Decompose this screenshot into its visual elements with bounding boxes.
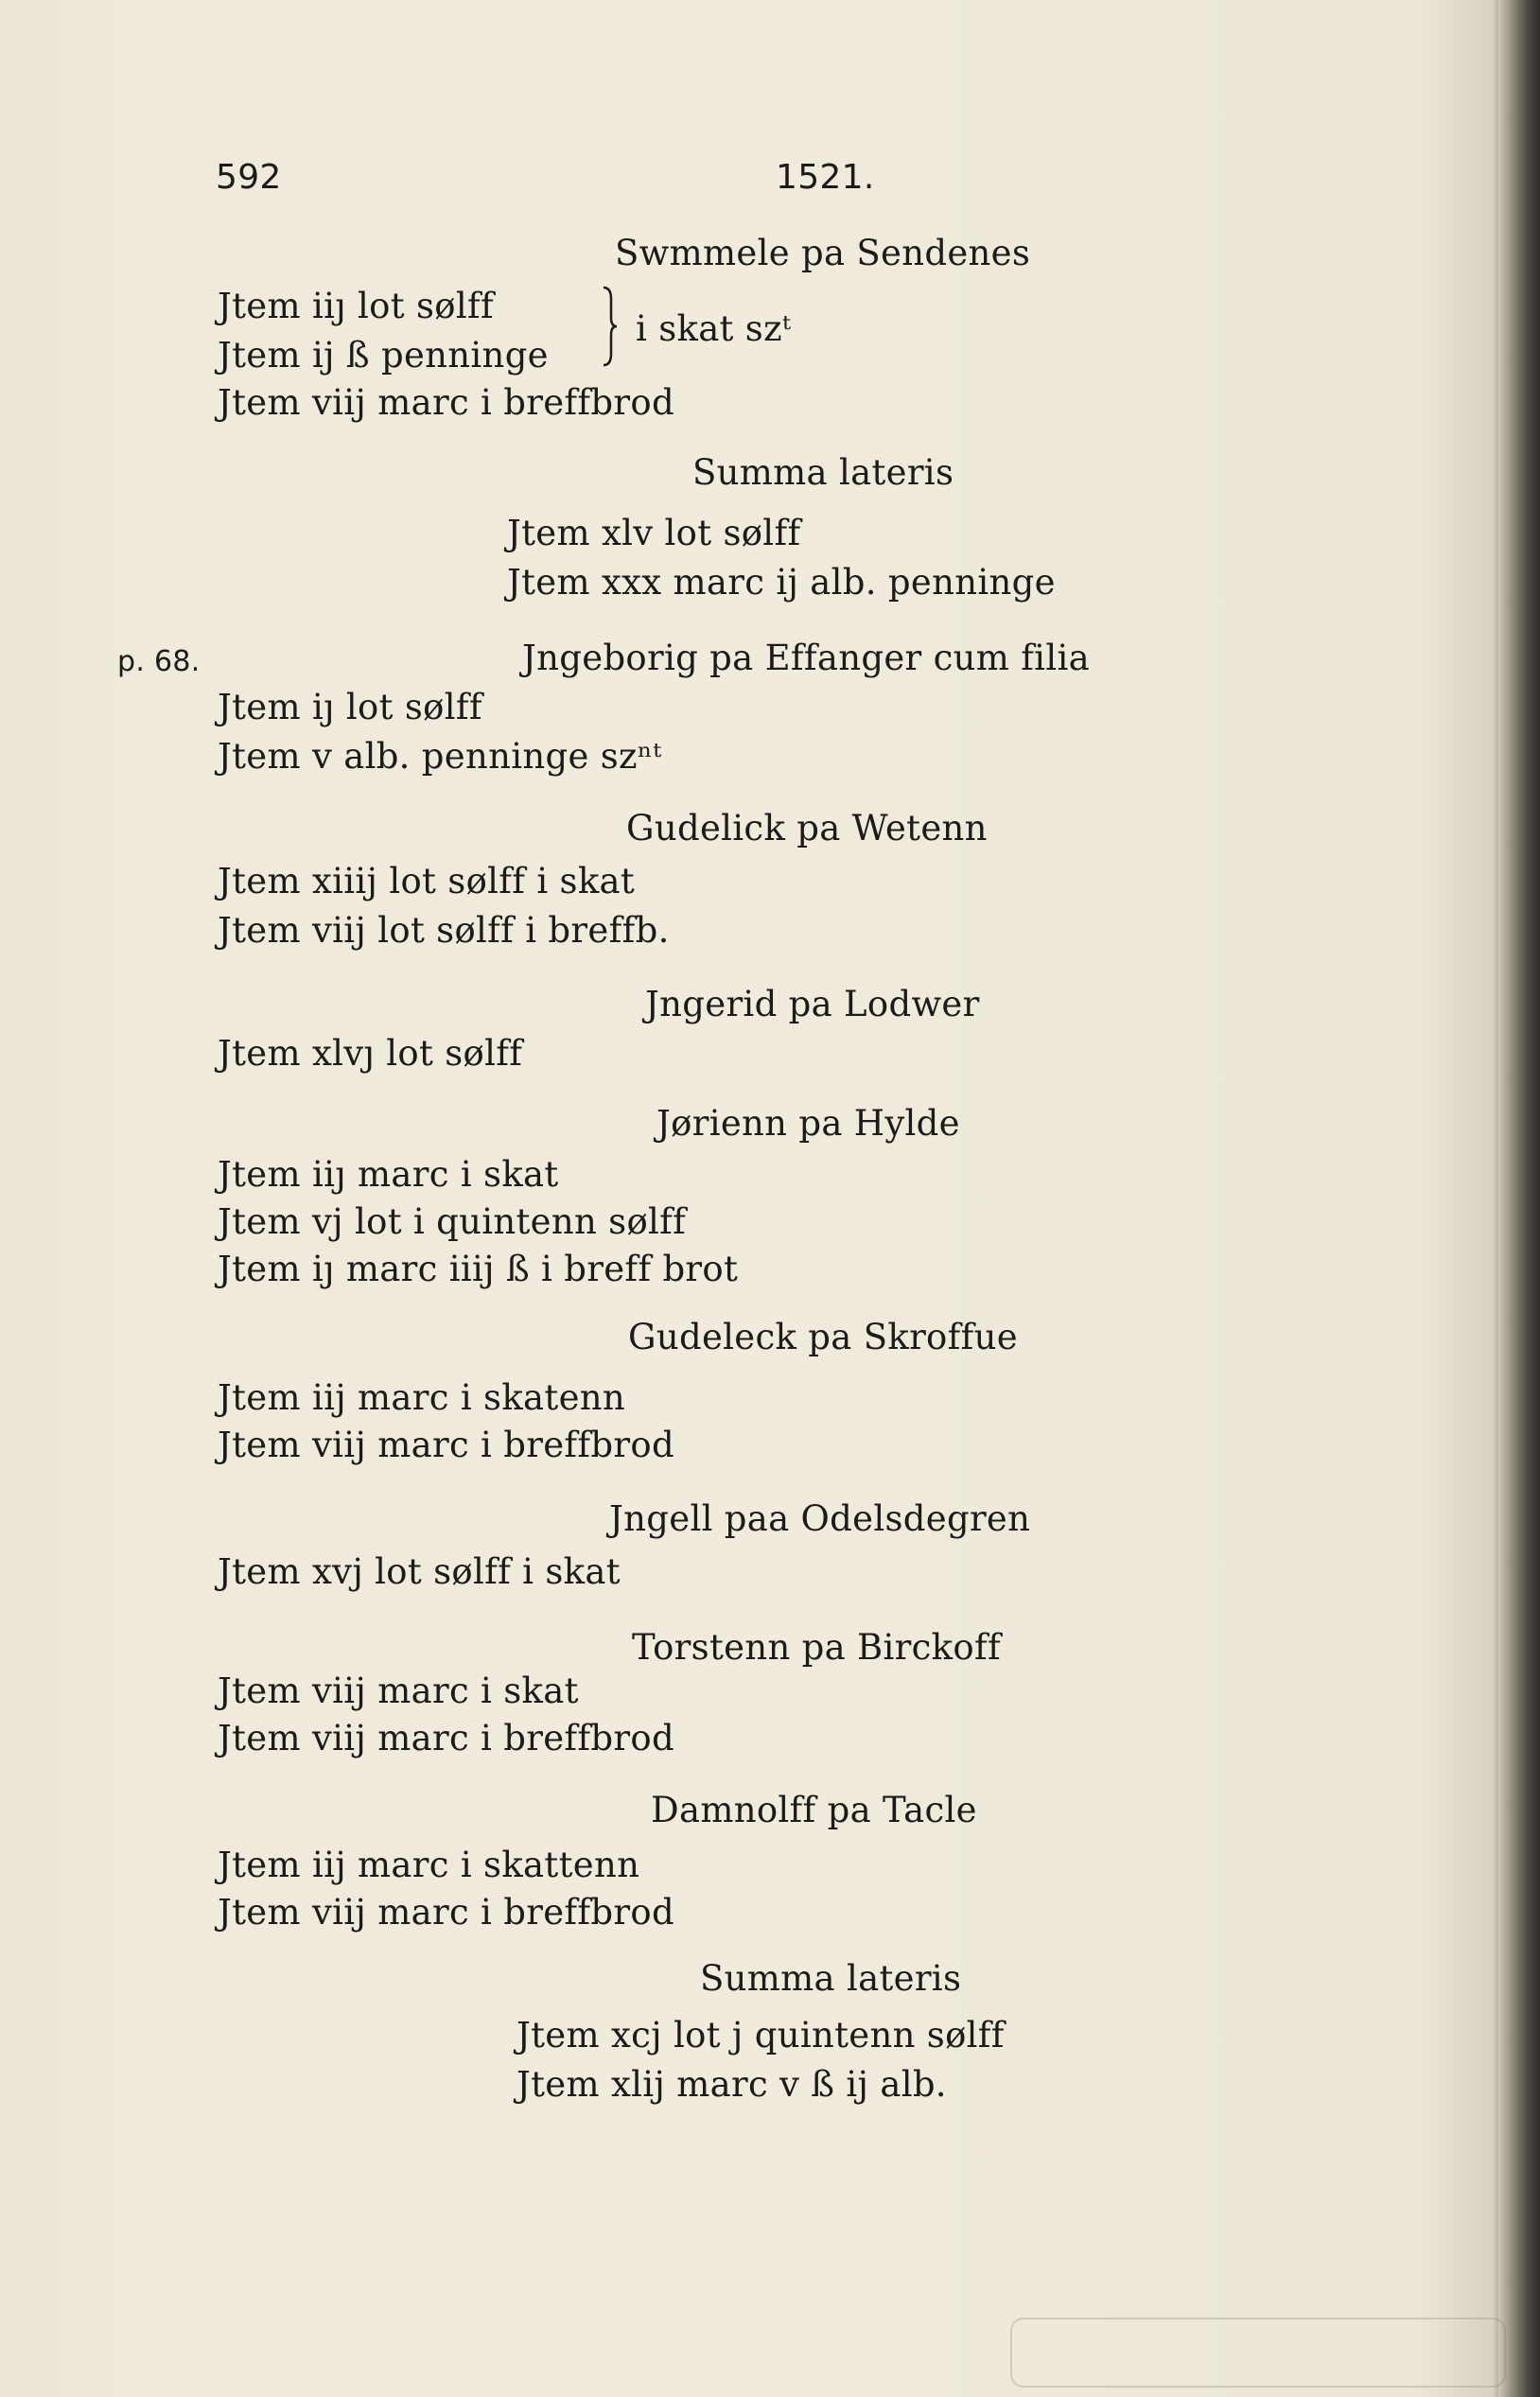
- section-heading: Gudeleck pa Skroffue: [628, 1317, 1018, 1357]
- faint-stamp-outline: [1010, 2318, 1506, 2388]
- entry-line: Jtem viij marc i breffbrod: [218, 1718, 674, 1758]
- entry-line: Jtem iiȷ lot sølff: [218, 286, 494, 326]
- entry-line: Jtem ij ß penninge: [218, 335, 549, 376]
- entry-line: Jtem viij lot sølff i breffb.: [218, 910, 670, 951]
- section-heading: Torstenn pa Birckoff: [632, 1627, 1001, 1668]
- entry-line: Jtem vj lot i quintenn sølff: [218, 1201, 687, 1242]
- section-heading: Summa lateris: [700, 1958, 962, 1999]
- entry-line: Jtem iȷ lot sølff: [218, 687, 482, 727]
- section-heading: Summa lateris: [692, 452, 954, 493]
- section-heading: Swmmele pa Sendenes: [615, 233, 1031, 273]
- entry-line: Jtem iiȷ marc i skat: [218, 1154, 559, 1195]
- section-heading: Gudelick pa Wetenn: [626, 808, 988, 849]
- entry-line: Jtem iij marc i skattenn: [218, 1845, 640, 1885]
- entry-line: Jtem xiiij lot sølff i skat: [218, 861, 636, 901]
- section-heading: Damnolff pa Tacle: [651, 1790, 977, 1830]
- page-year: 1521.: [776, 158, 875, 197]
- entry-line: Jtem xxx marc ij alb. penninge: [507, 562, 1056, 603]
- book-spine: [1498, 0, 1540, 2397]
- section-heading: Jngerid pa Lodwer: [645, 984, 980, 1024]
- brace-note: i skat szᵗ: [636, 308, 792, 349]
- entry-line: Jtem xvj lot sølff i skat: [218, 1551, 621, 1592]
- section-heading: Jngeborig pa Effanger cum filia: [522, 638, 1090, 678]
- page-number: 592: [216, 158, 282, 197]
- entry-line: Jtem xlvȷ lot sølff: [218, 1033, 523, 1074]
- entry-line: Jtem xcj lot j quintenn sølff: [516, 2015, 1005, 2056]
- entry-line: Jtem iij marc i skatenn: [218, 1377, 626, 1418]
- entry-line: Jtem xlij marc v ß ij alb.: [516, 2064, 947, 2105]
- entry-line: Jtem viij marc i breffbrod: [218, 382, 674, 423]
- margin-page-reference: p. 68.: [117, 645, 201, 678]
- entry-line: Jtem v alb. penninge szⁿᵗ: [218, 736, 662, 777]
- entry-line: Jtem viij marc i breffbrod: [218, 1892, 674, 1933]
- entry-line: Jtem viij marc i skat: [218, 1671, 579, 1711]
- section-heading: Jørienn pa Hylde: [656, 1103, 960, 1144]
- curly-brace-icon: [602, 286, 619, 367]
- entry-line: Jtem viij marc i breffbrod: [218, 1425, 674, 1465]
- entry-line: Jtem xlv lot sølff: [507, 513, 801, 553]
- section-heading: Jngell paa Odelsdegren: [609, 1498, 1031, 1539]
- entry-line: Jtem iȷ marc iiij ß i breff brot: [218, 1249, 739, 1289]
